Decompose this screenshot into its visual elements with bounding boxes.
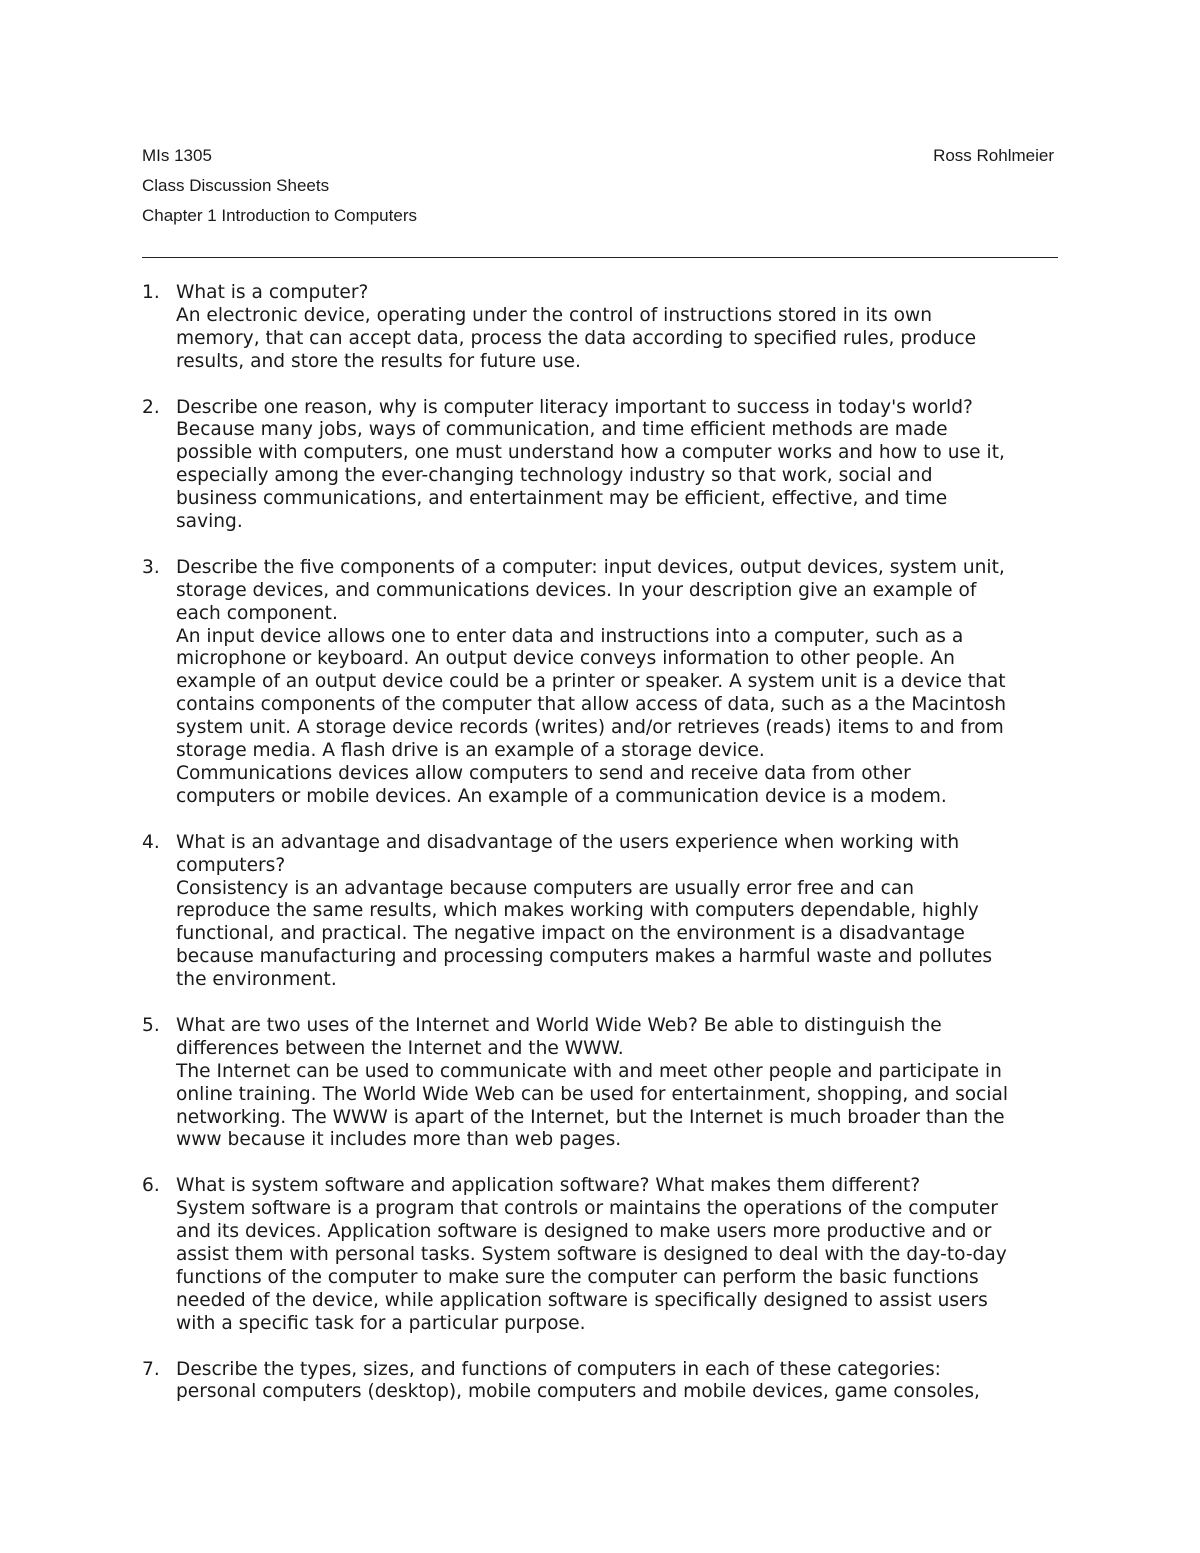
question-text: Describe the five components of a computer: input devices, output devices, system unit, storage devices, and communications devices. In your description give an example of each component.: [176, 556, 1005, 624]
question-text: Describe one reason, why is computer literacy important to success in today's world?: [176, 396, 973, 418]
question-text: What is system software and application software? What makes them different?: [176, 1175, 921, 1197]
question-number: 6.: [142, 1175, 160, 1197]
question-number: 5.: [142, 1014, 160, 1036]
question-text: Describe the types, sizes, and functions of computers in each of these categories: personal computers (desktop), mobile computers and mobile devices, game consoles,: [176, 1358, 980, 1403]
answer-text: System software is a program that controls or maintains the operations of the computer and its devices. Application software is designed to make users more productive and or assist them with personal tasks. System software is designed to deal with the day-to-day functions of the computer to make sure the computer can perform the basic functions needed of the device, while application software is specifically designed to assist users with a specific task for a particular purpose.: [176, 1198, 1007, 1334]
answer-text: Consistency is an advantage because computers are usually error free and can reproduce the same results, which makes working with computers dependable, highly functional, and practical. The negative impact on the environment is a disadvantage because manufacturing and processing computers makes a harmful waste and pollutes the environment.: [176, 877, 993, 991]
question-item-5: [142, 1015, 1062, 1152]
question-item-6: [142, 1175, 1062, 1335]
question-item-1: [142, 282, 1062, 374]
question-text: What are two uses of the Internet and World Wide Web? Be able to distinguish the differences between the Internet and the WWW.: [176, 1014, 942, 1059]
header-divider: [142, 257, 1058, 258]
course-code: MIs 1305: [142, 146, 212, 165]
question-item-2: [142, 397, 1062, 534]
question-text: What is an advantage and disadvantage of the users experience when working with computers?: [176, 831, 960, 876]
header-row: [142, 144, 1054, 174]
answer-text: Because many jobs, ways of communication, and time efficient methods are made possible with computers, one must understand how a computer works and how to use it, especially among the ever-changing technology industry so that work, social and business communications, and entertainment may be efficient, effective, and time saving.: [176, 419, 1005, 533]
answer-text: An electronic device, operating under the control of instructions stored in its own memory, that can accept data, process the data according to specified rules, produce results, and store the results for future use.: [176, 304, 977, 372]
document-header: [142, 144, 1054, 234]
document-subtitle: Class Discussion Sheets: [142, 176, 330, 195]
answer-text: The Internet can be used to communicate with and meet other people and participate in online training. The World Wide Web can be used for entertainment, shopping, and social networking. The WWW is apart of the Internet, but the Internet is much broader than the www because it includes more than web pages.: [176, 1060, 1009, 1151]
chapter-title: Chapter 1 Introduction to Computers: [142, 206, 417, 225]
question-number: 3.: [142, 556, 160, 578]
question-number: 4.: [142, 831, 160, 853]
question-number: 2.: [142, 396, 160, 418]
question-number: 1.: [142, 282, 160, 303]
question-item-7: [142, 1359, 1062, 1405]
question-number: 7.: [142, 1358, 160, 1380]
author-name: Ross Rohlmeier: [933, 146, 1054, 165]
answer-text: An input device allows one to enter data and instructions into a computer, such as a microphone or keyboard. An output device conveys information to other people. An example of an output device could be a printer or speaker. A system unit is a device that contains components of the computer that allow access of data, such as a the Macintosh system unit. A storage device records (writes) and/or retrieves (reads) items to and from storage media. A flash drive is an example of a storage device. Communications devices allow computers to send and receive data from other computers or mobile devices. An example of a communication device is a modem.: [176, 625, 1007, 807]
question-text: What is a computer?: [176, 282, 369, 303]
question-list: [142, 282, 1062, 1427]
question-item-3: [142, 557, 1062, 809]
question-item-4: [142, 832, 1062, 992]
